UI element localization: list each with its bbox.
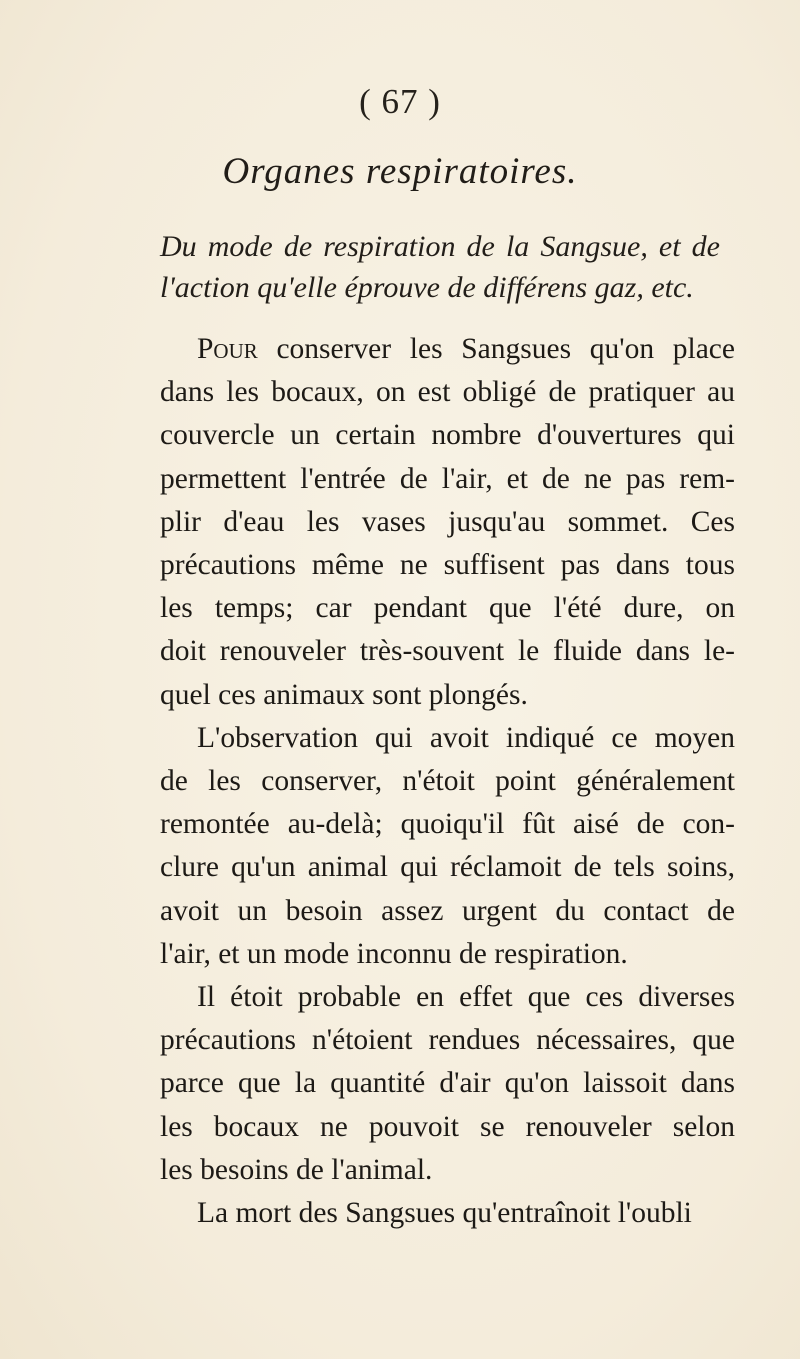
text-line-content: conserver les Sangsues qu'on place bbox=[257, 333, 735, 365]
text-line: les besoins de l'animal. bbox=[160, 1153, 433, 1186]
text-line: de les conserver, n'étoit point généralement bbox=[160, 765, 735, 798]
text-line: précautions même ne suffisent pas dans tous bbox=[160, 549, 735, 582]
text-line: Il étoit probable en effet que ces diverses bbox=[197, 981, 735, 1014]
text-line: quel ces animaux sont plongés. bbox=[160, 678, 528, 711]
text-line bbox=[160, 328, 735, 371]
text-line: les temps; car pendant que l'été dure, on bbox=[160, 592, 735, 625]
text-line: plir d'eau les vases jusqu'au sommet. Ces bbox=[160, 505, 735, 538]
text-line: avoit un besoin assez urgent du contact de bbox=[160, 894, 735, 927]
text-line: La mort des Sangsues qu'entraînoit l'oubli bbox=[197, 1197, 692, 1230]
text-line: permettent l'entrée de l'air, et de ne pas rem- bbox=[160, 462, 735, 495]
text-line: dans les bocaux, on est obligé de pratiquer au bbox=[160, 376, 735, 409]
text-line: les bocaux ne pouvoit se renouveler selon bbox=[160, 1110, 735, 1143]
text-line: couvercle un certain nombre d'ouvertures qui bbox=[160, 419, 735, 452]
text-line: précautions n'étoient rendues nécessaires, que bbox=[160, 1024, 735, 1057]
opening-word: Pour bbox=[197, 333, 258, 365]
text-line: L'observation qui avoit indiqué ce moyen bbox=[197, 721, 735, 754]
text-line: doit renouveler très-souvent le fluide dans le- bbox=[160, 635, 735, 668]
text-line: parce que la quantité d'air qu'on laissoit dans bbox=[160, 1067, 735, 1100]
page-number: ( 67 ) bbox=[359, 82, 441, 121]
body-text bbox=[160, 328, 735, 1235]
text-line: l'air, et un mode inconnu de respiration. bbox=[160, 937, 628, 970]
section-title: Organes respiratoires. bbox=[222, 151, 578, 192]
section-subtitle: Du mode de respiration de la Sangsue, et de l'action qu'elle éprouve de différens gaz, etc. bbox=[160, 230, 720, 304]
text-line: clure qu'un animal qui réclamoit de tels soins, bbox=[160, 851, 735, 884]
text-line: remontée au-delà; quoiqu'il fût aisé de con- bbox=[160, 808, 735, 841]
